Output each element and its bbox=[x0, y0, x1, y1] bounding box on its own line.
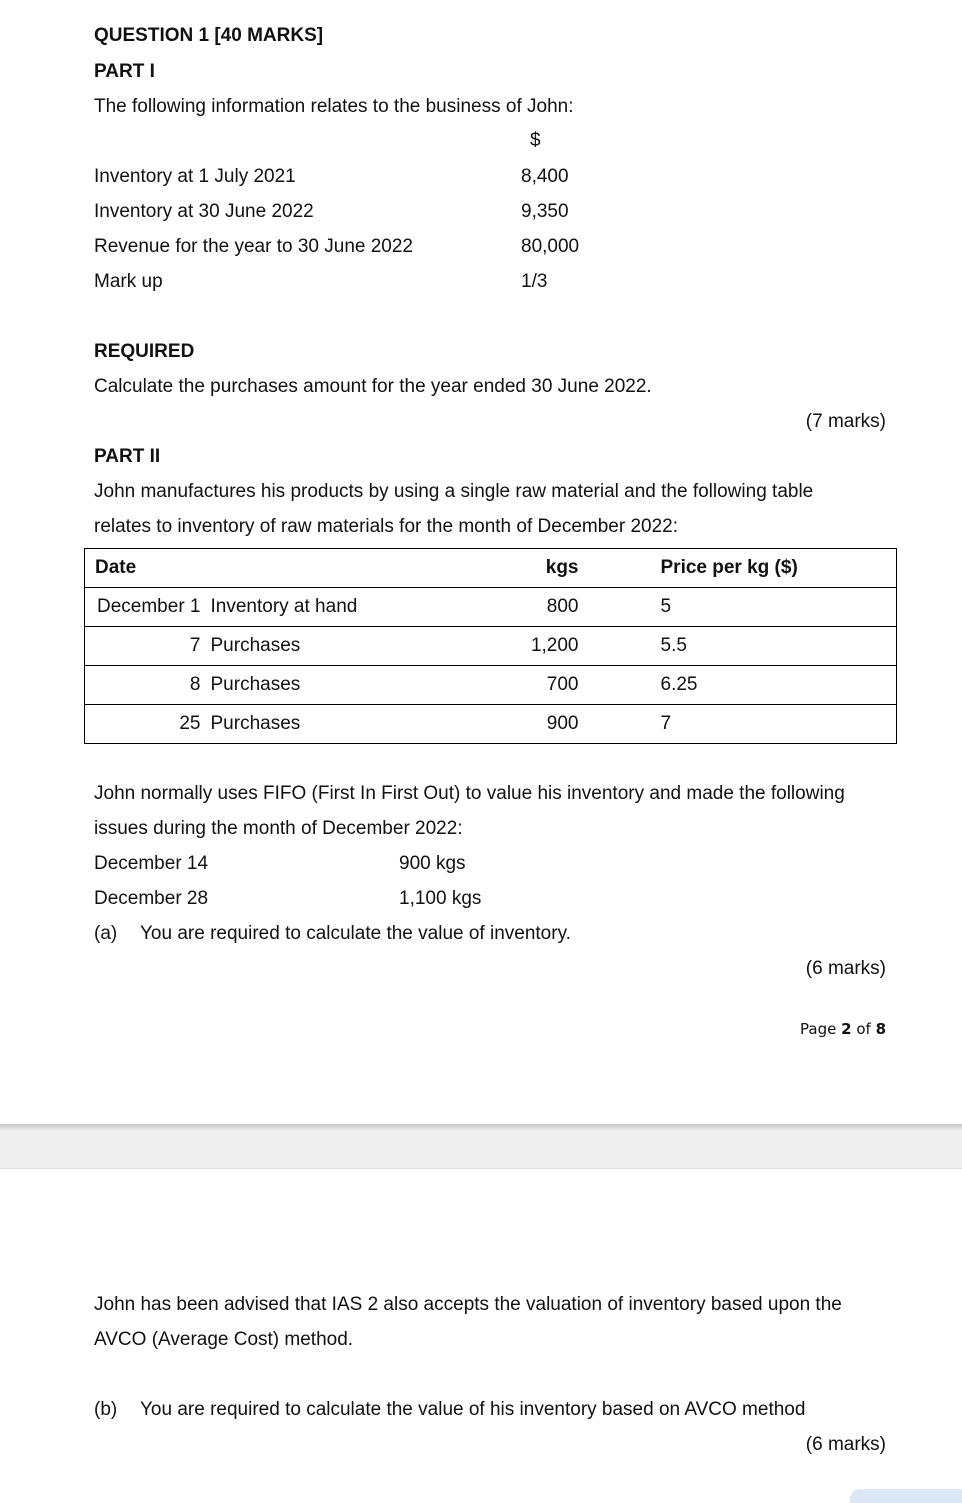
part-2-intro-line-1: John manufactures his products by using a single raw material and the following table bbox=[94, 481, 814, 502]
required-heading: REQUIRED bbox=[94, 341, 195, 362]
row-day: December 1 bbox=[85, 588, 211, 627]
page-separator-edge bbox=[0, 1168, 962, 1169]
header-date: Date bbox=[85, 549, 511, 588]
header-kgs: kgs bbox=[511, 549, 601, 588]
info-value-markup: 1/3 bbox=[521, 271, 548, 292]
footer-total: 8 bbox=[875, 1020, 886, 1038]
part-1-heading: PART I bbox=[94, 61, 155, 82]
part-a-label: (a) bbox=[94, 923, 118, 944]
row-description: Inventory at hand bbox=[211, 588, 511, 627]
issue-date: December 14 bbox=[94, 853, 209, 874]
row-day: 8 bbox=[85, 666, 211, 705]
table-row bbox=[85, 705, 897, 744]
part-b-marks: (6 marks) bbox=[805, 1434, 886, 1455]
avco-line-2: AVCO (Average Cost) method. bbox=[94, 1329, 354, 1350]
part-1-intro: The following information relates to the business of John: bbox=[94, 96, 574, 117]
issue-date: December 28 bbox=[94, 888, 209, 909]
inventory-table bbox=[84, 548, 897, 744]
issue-quantity: 900 kgs bbox=[399, 853, 466, 874]
page-separator bbox=[0, 1130, 962, 1168]
row-description: Purchases bbox=[211, 627, 511, 666]
row-price: 7 bbox=[601, 705, 897, 744]
issue-quantity: 1,100 kgs bbox=[399, 888, 482, 909]
info-value-closing-inventory: 9,350 bbox=[521, 201, 569, 222]
required-text: Calculate the purchases amount for the year ended 30 June 2022. bbox=[94, 376, 652, 397]
page-number-footer bbox=[800, 1022, 886, 1037]
fifo-line-2: issues during the month of December 2022: bbox=[94, 818, 463, 839]
table-header-row bbox=[85, 549, 897, 588]
info-value-revenue: 80,000 bbox=[521, 236, 580, 257]
part-1-marks: (7 marks) bbox=[805, 411, 886, 432]
info-label-markup: Mark up bbox=[94, 271, 163, 292]
viewer-corner-tab bbox=[850, 1489, 962, 1503]
info-label-closing-inventory: Inventory at 30 June 2022 bbox=[94, 201, 314, 222]
table-row bbox=[85, 588, 897, 627]
currency-header: $ bbox=[530, 130, 541, 151]
row-price: 5.5 bbox=[601, 627, 897, 666]
row-description: Purchases bbox=[211, 666, 511, 705]
header-price: Price per kg ($) bbox=[601, 549, 897, 588]
part-2-intro-line-2: relates to inventory of raw materials for the month of December 2022: bbox=[94, 516, 678, 537]
row-kgs: 700 bbox=[511, 666, 601, 705]
info-value-opening-inventory: 8,400 bbox=[521, 166, 569, 187]
row-day: 25 bbox=[85, 705, 211, 744]
row-kgs: 900 bbox=[511, 705, 601, 744]
footer-page: 2 bbox=[841, 1020, 852, 1038]
part-b-text: You are required to calculate the value of his inventory based on AVCO method bbox=[140, 1399, 806, 1420]
row-price: 5 bbox=[601, 588, 897, 627]
row-price: 6.25 bbox=[601, 666, 897, 705]
info-label-revenue: Revenue for the year to 30 June 2022 bbox=[94, 236, 414, 257]
row-day: 7 bbox=[85, 627, 211, 666]
footer-middle: of bbox=[851, 1020, 876, 1038]
row-kgs: 1,200 bbox=[511, 627, 601, 666]
part-2-heading: PART II bbox=[94, 446, 161, 467]
table-row bbox=[85, 627, 897, 666]
avco-line-1: John has been advised that IAS 2 also accepts the valuation of inventory based upon the bbox=[94, 1294, 842, 1315]
part-b-label: (b) bbox=[94, 1399, 118, 1420]
part-a-text: You are required to calculate the value of inventory. bbox=[140, 923, 571, 944]
row-description: Purchases bbox=[211, 705, 511, 744]
row-kgs: 800 bbox=[511, 588, 601, 627]
part-a-marks: (6 marks) bbox=[805, 958, 886, 979]
footer-prefix: Page bbox=[800, 1020, 842, 1038]
question-title: QUESTION 1 [40 MARKS] bbox=[94, 25, 324, 46]
fifo-line-1: John normally uses FIFO (First In First Out) to value his inventory and made the following bbox=[94, 783, 845, 804]
table-row bbox=[85, 666, 897, 705]
info-label-opening-inventory: Inventory at 1 July 2021 bbox=[94, 166, 296, 187]
